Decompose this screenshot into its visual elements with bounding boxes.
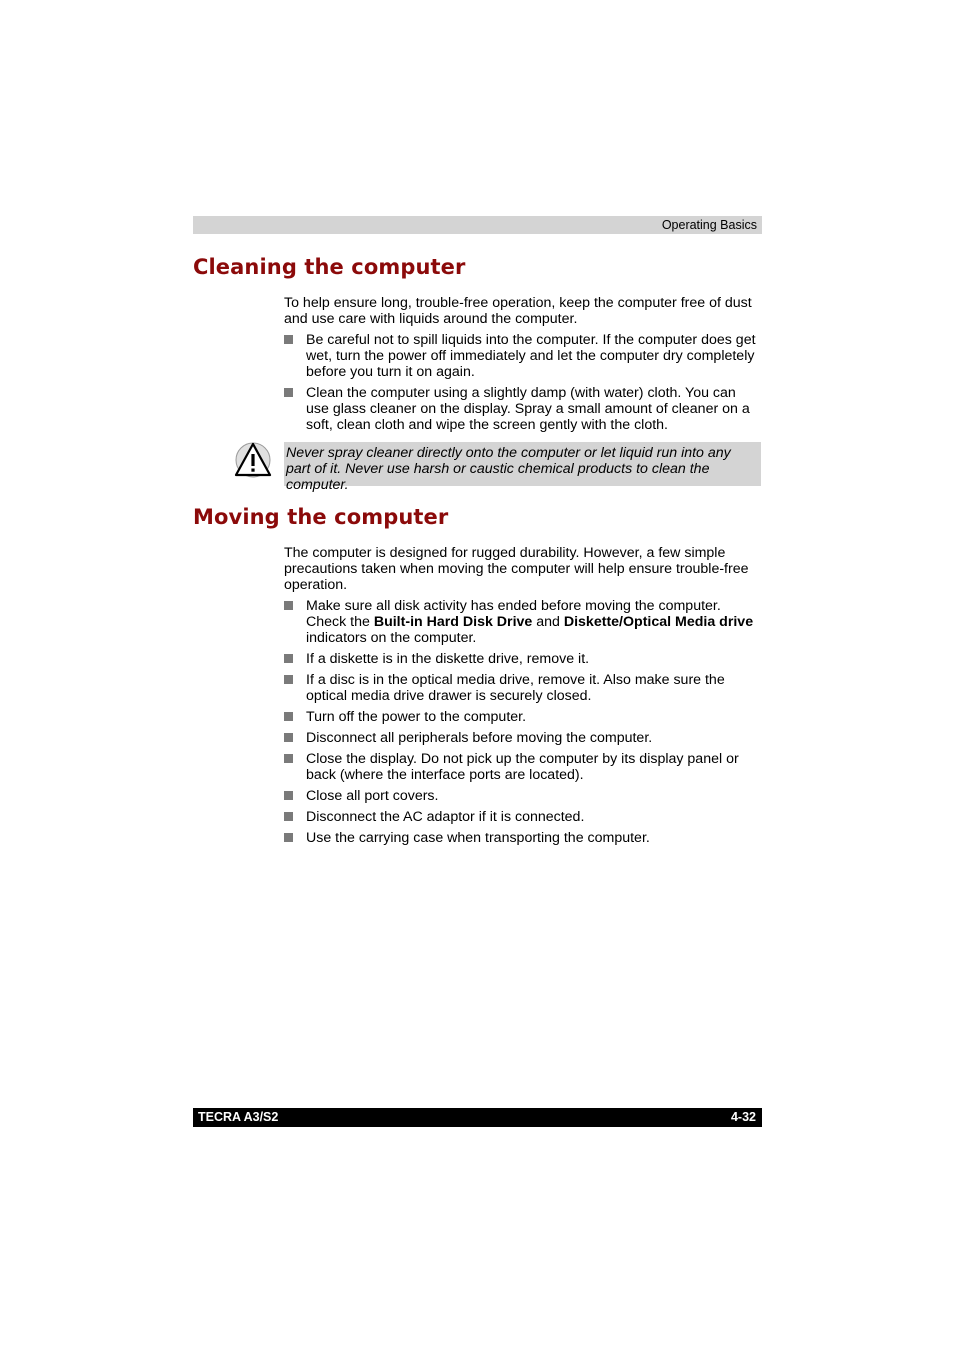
bullet-square-icon <box>284 833 293 842</box>
moving-heading: Moving the computer <box>193 505 449 529</box>
cleaning-heading: Cleaning the computer <box>193 255 466 279</box>
list-item: Disconnect the AC adaptor if it is connected. <box>284 809 760 825</box>
bullet-square-icon <box>284 754 293 763</box>
header-section-title: Operating Basics <box>661 218 757 232</box>
list-item: Make sure all disk activity has ended before moving the computer. Check the Built-in Hard Disk Drive and Diskette/Optical Media drive indicators on the computer. <box>284 598 760 646</box>
caution-note <box>284 442 761 493</box>
list-item: Close all port covers. <box>284 788 760 804</box>
bullet-square-icon <box>284 733 293 742</box>
list-item: Clean the computer using a slightly damp (with water) cloth. You can use glass cleaner on the display. Spray a small amount of cleaner on a soft, clean cloth and wipe the screen gently with the cloth. <box>284 385 760 433</box>
caution-text: Never spray cleaner directly onto the computer or let liquid run into any part of it. Never use harsh or caustic chemical products to clean the computer. <box>286 445 731 493</box>
list-item: Be careful not to spill liquids into the computer. If the computer does get wet, turn the power off immediately and let the computer dry completely before you turn it on again. <box>284 332 760 380</box>
moving-intro: The computer is designed for rugged durability. However, a few simple precautions taken when moving the computer will help ensure trouble-free operation. <box>284 545 749 593</box>
list-item: Use the carrying case when transporting the computer. <box>284 830 760 846</box>
list-item: Turn off the power to the computer. <box>284 709 760 725</box>
list-item: If a disc is in the optical media drive, remove it. Also make sure the optical media drive drawer is securely closed. <box>284 672 760 704</box>
running-footer <box>193 1108 762 1127</box>
moving-list <box>284 598 760 851</box>
list-item: Disconnect all peripherals before moving the computer. <box>284 730 760 746</box>
bullet-square-icon <box>284 791 293 800</box>
bullet-square-icon <box>284 654 293 663</box>
bullet-square-icon <box>284 335 293 344</box>
bullet-square-icon <box>284 675 293 684</box>
cleaning-list <box>284 332 760 438</box>
list-item: Close the display. Do not pick up the computer by its display panel or back (where the interface ports are located). <box>284 751 760 783</box>
bullet-square-icon <box>284 601 293 610</box>
bullet-square-icon <box>284 812 293 821</box>
bullet-square-icon <box>284 712 293 721</box>
footer-model: TECRA A3/S2 <box>198 1110 279 1124</box>
warning-triangle-icon <box>233 441 273 479</box>
cleaning-intro: To help ensure long, trouble-free operation, keep the computer free of dust and use care with liquids around the computer. <box>284 295 752 327</box>
bullet-square-icon <box>284 388 293 397</box>
list-item: If a diskette is in the diskette drive, remove it. <box>284 651 760 667</box>
running-header <box>193 216 762 234</box>
page-number: 4-32 <box>730 1110 756 1124</box>
